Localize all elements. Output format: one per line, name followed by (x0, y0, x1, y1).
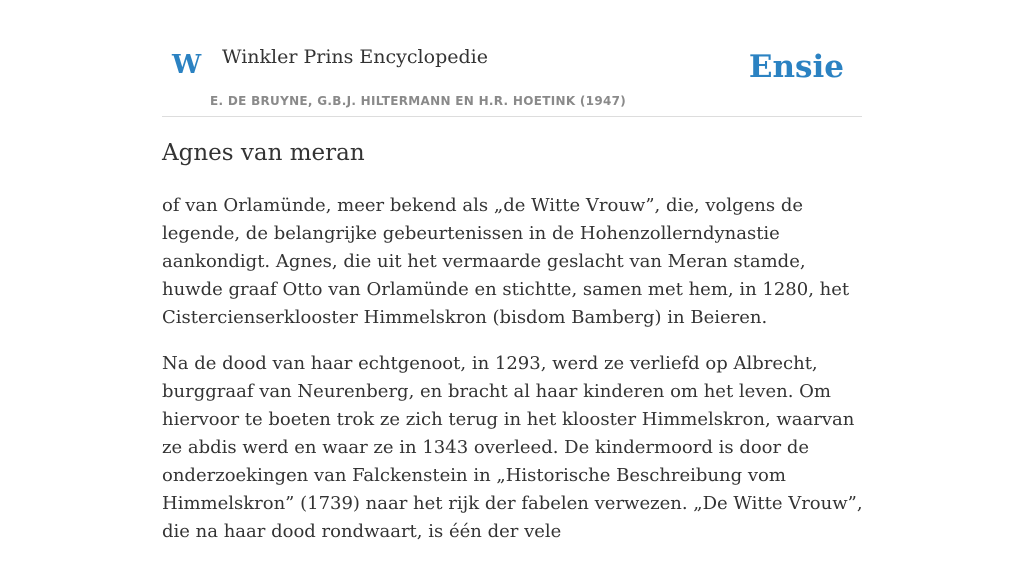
page-header (162, 40, 862, 117)
ensie-logo[interactable]: Ensie (748, 49, 844, 85)
article-title: Agnes van meran (162, 140, 365, 166)
book-authors: E. DE BRUYNE, G.B.J. HILTERMANN EN H.R. HOETINK (1947) (210, 94, 627, 108)
article-body (162, 192, 872, 564)
article-paragraph-2: Na de dood van haar echtgenoot, in 1293, werd ze verliefd op Albrecht, burggraaf van Neurenberg, en bracht al haar kinderen om het leven. Om hiervoor te boeten trok ze zich terug in het klooster Himmelskron, waarvan ze abdis werd en waar ze in 1343 overleed. De kindermoord is door de onderzoekingen van Falckenstein in „Historische Beschreibung vom Himmelskron” (1739) naar het rijk der fabelen verwezen. „De Witte Vrouw”, die na haar dood rondwaart, is één der vele (162, 353, 863, 542)
book-title[interactable]: Winkler Prins Encyclopedie (222, 46, 488, 68)
winkler-prins-logo[interactable]: W (172, 50, 202, 80)
article-paragraph-1: of van Orlamünde, meer bekend als „de Witte Vrouw”, die, volgens de legende, de belangrijke gebeurtenissen in de Hohenzollerndynastie aankondigt. Agnes, die uit het vermaarde geslacht van Meran stamde, huwde graaf Otto van Orlamünde en stichtte, samen met hem, in 1280, het Cistercienserklooster Himmelskron (bisdom Bamberg) in Beieren. (162, 195, 850, 328)
